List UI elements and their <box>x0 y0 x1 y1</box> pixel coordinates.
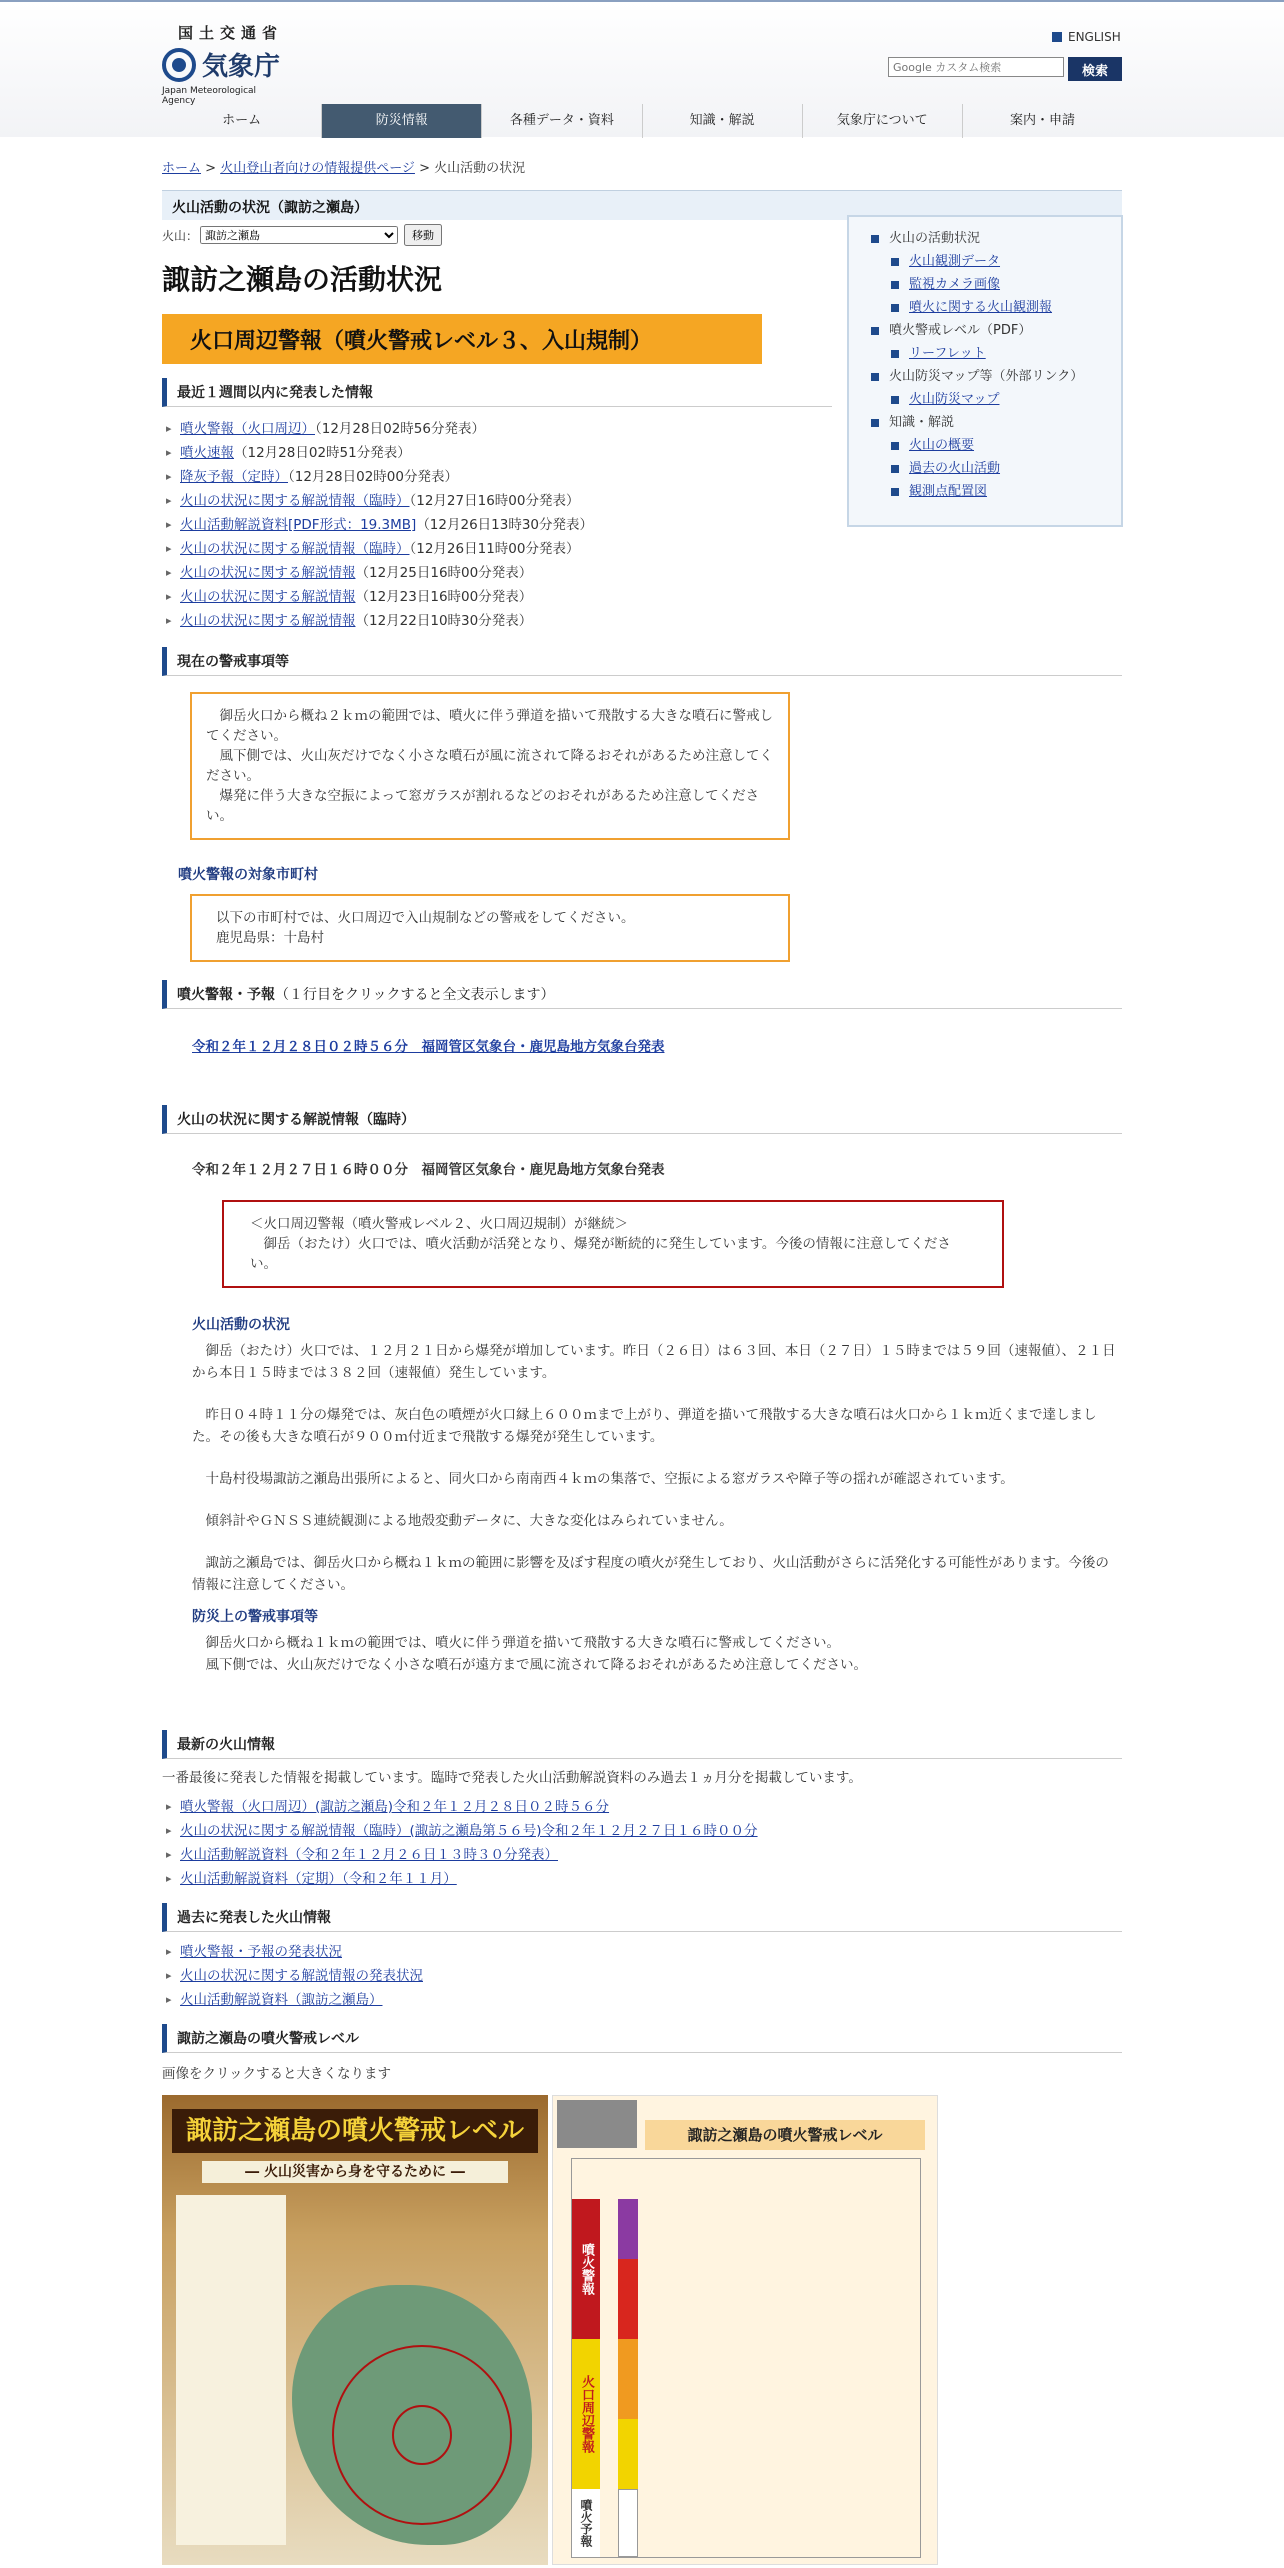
alert-level-posters <box>162 2095 1122 2565</box>
nav-knowledge[interactable]: 知識・解説 <box>642 104 802 138</box>
sidebar-item-label[interactable]: 噴火に関する火山観測報 <box>909 300 1053 315</box>
breadcrumb-climbers[interactable]: 火山登山者向けの情報提供ページ <box>220 161 415 176</box>
square-bullet-icon <box>871 327 879 335</box>
sidebar-item-label[interactable]: 過去の火山活動 <box>909 461 1001 476</box>
nav-about[interactable]: 気象庁について <box>802 104 962 138</box>
alert-level-table-image[interactable]: 諏訪之瀬島の噴火警戒レベル 噴火警報 火口周辺警報 噴火予報 <box>552 2095 938 2565</box>
logo-english: Japan Meteorological Agency <box>162 86 257 106</box>
square-bullet-icon <box>871 419 879 427</box>
english-link[interactable]: ENGLISH <box>1052 30 1121 44</box>
sidebar-item-label: 知識・解説 <box>889 415 955 430</box>
square-bullet-icon <box>891 442 899 450</box>
latest-info-item <box>162 1819 1122 1843</box>
sidebar-item-label: 噴火警戒レベル（PDF） <box>889 323 1032 338</box>
sidebar-item <box>871 411 1107 434</box>
target-area-box: 以下の市町村では、火口周辺で入山規制などの警戒をしてください。 鹿児島県：十島村 <box>190 894 790 962</box>
sidebar-item[interactable] <box>871 388 1107 411</box>
nav-disaster-info[interactable]: 防災情報 <box>321 104 481 138</box>
square-bullet-icon <box>891 465 899 473</box>
latest-info-heading: 最新の火山情報 <box>162 1730 1122 1759</box>
recent-info-item <box>162 513 832 537</box>
recent-info-date: （12月25日16時00分発表） <box>355 565 533 581</box>
past-info-item <box>162 1988 1122 2012</box>
global-nav <box>162 104 1122 138</box>
recent-info-item <box>162 585 832 609</box>
nav-guide[interactable]: 案内・申請 <box>962 104 1122 138</box>
jma-emblem-icon <box>162 48 196 82</box>
recent-info-date: （12月26日11時00分発表） <box>409 541 580 557</box>
sidebar-item[interactable] <box>871 273 1107 296</box>
latest-info-link[interactable]: 火山の状況に関する解説情報（臨時）(諏訪之瀬島第５６号)令和２年１２月２７日１６時００分 <box>180 1823 758 1839</box>
site-header <box>0 2 1284 137</box>
latest-info-item <box>162 1795 1122 1819</box>
square-bullet-icon <box>891 258 899 266</box>
commentary-heading: 火山の状況に関する解説情報（臨時） <box>162 1105 1122 1134</box>
sidebar-item-label[interactable]: 火山防災マップ <box>909 392 1000 407</box>
prevention-heading: 防災上の警戒事項等 <box>192 1609 318 1625</box>
recent-info-date: （12月28日02時51分発表） <box>234 445 411 461</box>
recent-info-link[interactable]: 噴火警報（火口周辺） <box>180 421 315 437</box>
activity-body: 御岳（おたけ）火口では、１２月２１日から爆発が増加しています。昨日（２６日）は６３回、本日（２７日）１５時までは５９回（速報値）、２１日から本日１５時までは３８２回（速報値）発生しています。 昨日０４時１１分の爆発では、灰白色の噴煙が火口縁上６００ｍまで上がり、弾道を描いて飛散する大きな噴石は火口から１ｋｍ近くまで達しました。その後も大きな噴石が９００ｍ付近まで飛散する爆発が発生しています。 十島村役場諏訪之瀬島出張所によると、同火口から南南西４ｋｍの集落で、空振による窓ガラスや障子等の揺れが確認されています。 傾斜計やＧＮＳＳ連続観測による地殻変動データに、大きな変化はみられていません。 諏訪之瀬島では、御岳火口から概ね１ｋｍの範囲に影響を及ぼす程度の噴火が発生しており、火山活動がさらに活発化する可能性があります。今後の情報に注意してください。 <box>192 1343 1116 1593</box>
square-bullet-icon <box>891 304 899 312</box>
nav-home[interactable]: ホーム <box>222 113 262 128</box>
latest-info-item <box>162 1843 1122 1867</box>
forecast-link[interactable]: 令和２年１２月２８日０２時５６分 福岡管区気象台・鹿児島地方気象台発表 <box>192 1039 665 1055</box>
alert-level-heading: 諏訪之瀬島の噴火警戒レベル <box>162 2024 1122 2053</box>
breadcrumb-home[interactable]: ホーム <box>162 161 202 176</box>
recent-info-date: （12月23日16時00分発表） <box>355 589 533 605</box>
past-info-item <box>162 1940 1122 1964</box>
jma-logo[interactable] <box>162 22 292 106</box>
past-info-item <box>162 1964 1122 1988</box>
alert-level-poster-image[interactable]: 諏訪之瀬島の噴火警戒レベル ― 火山災害から身を守るために ― <box>162 2095 548 2565</box>
warning-text-2: 風下側では、火山灰だけでなく小さな噴石が風に流されて降るおそれがあるため注意してください。 <box>206 748 773 784</box>
square-bullet-icon <box>1052 32 1062 42</box>
sidebar-item[interactable] <box>871 457 1107 480</box>
recent-info-item <box>162 537 832 561</box>
recent-info-link[interactable]: 火山の状況に関する解説情報 <box>180 565 356 581</box>
alert-level-note: 画像をクリックすると大きくなります <box>162 2066 391 2082</box>
recent-info-link[interactable]: 火山の状況に関する解説情報（臨時） <box>180 541 410 557</box>
sidebar-item[interactable] <box>871 434 1107 457</box>
search-input[interactable] <box>888 57 1064 77</box>
past-info-link[interactable]: 噴火警報・予報の発表状況 <box>180 1944 342 1960</box>
recent-info-date: （12月27日16時00分発表） <box>409 493 580 509</box>
latest-info-link[interactable]: 火山活動解説資料（令和２年１２月２６日１３時３０分発表） <box>180 1847 558 1863</box>
sidebar-item-label: 火山防災マップ等（外部リンク） <box>889 369 1084 384</box>
current-warning-heading: 現在の警戒事項等 <box>162 647 1122 676</box>
volcano-select-label: 火山： <box>162 228 199 243</box>
recent-info-link[interactable]: 噴火速報 <box>180 445 234 461</box>
sidebar-item[interactable] <box>871 250 1107 273</box>
recent-info-item <box>162 489 832 513</box>
latest-info-link[interactable]: 火山活動解説資料（定期）（令和２年１１月） <box>180 1871 457 1887</box>
recent-info-item <box>162 561 832 585</box>
square-bullet-icon <box>871 373 879 381</box>
past-info-link[interactable]: 火山活動解説資料（諏訪之瀬島） <box>180 1992 383 2008</box>
warning-banner: 火口周辺警報（噴火警戒レベル３、入山規制） <box>162 314 762 364</box>
page-title: 諏訪之瀬島の活動状況 <box>162 263 443 296</box>
commentary-alert-box: ＜火口周辺警報（噴火警戒レベル２、火口周辺規制）が継続＞ 御岳（おたけ）火口では、噴火活動が活発となり、爆発が断続的に発生しています。今後の情報に注意してください。 <box>222 1200 1004 1288</box>
recent-info-date: （12月28日02時00分発表） <box>288 469 458 485</box>
sidebar-item <box>871 365 1107 388</box>
recent-info-date: （12月28日02時56分発表） <box>315 421 485 437</box>
activity-heading: 火山活動の状況 <box>192 1317 290 1333</box>
warning-text-1: 御岳火口から概ね２ｋｍの範囲では、噴火に伴う弾道を描いて飛散する大きな噴石に警戒してください。 <box>206 708 773 744</box>
volcano-select[interactable] <box>200 226 398 244</box>
restriction-ring-inner <box>392 2405 452 2465</box>
sidebar-item-label[interactable]: 監視カメラ画像 <box>909 277 1001 292</box>
latest-info-item <box>162 1867 1122 1891</box>
sidebar-item <box>871 227 1107 250</box>
sidebar-item-label[interactable]: 火山観測データ <box>909 254 1001 269</box>
sidebar-item-label[interactable]: 火山の概要 <box>909 438 975 453</box>
latest-info-link[interactable]: 噴火警報（火口周辺）(諏訪之瀬島)令和２年１２月２８日０２時５６分 <box>180 1799 610 1815</box>
breadcrumb-current: 火山活動の状況 <box>434 161 526 176</box>
logo-agency: 気象庁 <box>202 52 281 82</box>
recent-info-item <box>162 609 832 633</box>
nav-data[interactable]: 各種データ・資料 <box>481 104 641 138</box>
poster-text-panel <box>176 2195 286 2545</box>
past-info-heading: 過去に発表した火山情報 <box>162 1903 1122 1932</box>
square-bullet-icon <box>871 235 879 243</box>
warning-text-3: 爆発に伴う大きな空振によって窓ガラスが割れるなどのおそれがあるため注意してください。 <box>206 788 760 824</box>
target-area-heading: 噴火警報の対象市町村 <box>178 867 318 883</box>
latest-info-note: 一番最後に発表した情報を掲載しています。臨時で発表した火山活動解説資料のみ過去１ヵ月分を掲載しています。 <box>162 1770 862 1786</box>
square-bullet-icon <box>891 396 899 404</box>
site-search <box>888 57 1122 81</box>
recent-info-link[interactable]: 火山活動解説資料[PDF形式：19.3MB] <box>180 517 417 533</box>
square-bullet-icon <box>891 488 899 496</box>
search-button[interactable]: 検索 <box>1068 57 1122 81</box>
sidebar-item-label[interactable]: リーフレット <box>909 346 986 361</box>
recent-info-link[interactable]: 火山の状況に関する解説情報 <box>180 589 356 605</box>
sidebar-item[interactable] <box>871 342 1107 365</box>
recent-info-item <box>162 465 832 489</box>
sidebar-item-label[interactable]: 観測点配置図 <box>909 484 988 499</box>
recent-info-link[interactable]: 降灰予報（定時） <box>180 469 288 485</box>
current-warning-box <box>190 692 790 840</box>
prevention-body: 御岳火口から概ね１ｋｍの範囲では、噴火に伴う弾道を描いて飛散する大きな噴石に警戒してください。 風下側では、火山灰だけでなく小さな噴石が遠方まで風に流されて降るおそれがあるため注意してください。 <box>192 1635 867 1673</box>
sidebar-item <box>871 319 1107 342</box>
sidebar-item-label: 火山の活動状況 <box>889 231 981 246</box>
recent-info-item <box>162 417 832 441</box>
commentary-issued: 令和２年１２月２７日１６時００分 福岡管区気象台・鹿児島地方気象台発表 <box>192 1162 665 1178</box>
recent-info-link[interactable]: 火山の状況に関する解説情報（臨時） <box>180 493 410 509</box>
sidebar-menu <box>847 215 1123 527</box>
recent-info-item <box>162 441 832 465</box>
logo-ministry: 国土交通省 <box>178 24 284 42</box>
past-info-link[interactable]: 火山の状況に関する解説情報の発表状況 <box>180 1968 423 1984</box>
level-table: 噴火警報 火口周辺警報 噴火予報 <box>571 2158 921 2558</box>
recent-info-heading: 最近１週間以内に発表した情報 <box>162 378 832 407</box>
sidebar-item[interactable] <box>871 480 1107 503</box>
square-bullet-icon <box>891 350 899 358</box>
recent-info-date: （12月22日10時30分発表） <box>355 613 533 629</box>
volcano-photo <box>557 2100 637 2148</box>
square-bullet-icon <box>891 281 899 289</box>
recent-info-link[interactable]: 火山の状況に関する解説情報 <box>180 613 356 629</box>
forecast-heading: 噴火警報・予報（１行目をクリックすると全文表示します） <box>162 980 1122 1009</box>
breadcrumb: ホーム > 火山登山者向けの情報提供ページ > 火山活動の状況 <box>162 161 526 176</box>
section-title-bar: 火山活動の状況（諏訪之瀬島） <box>162 190 1122 220</box>
move-button[interactable]: 移動 <box>404 224 442 246</box>
sidebar-item[interactable] <box>871 296 1107 319</box>
recent-info-date: （12月26日13時30分発表） <box>416 517 594 533</box>
